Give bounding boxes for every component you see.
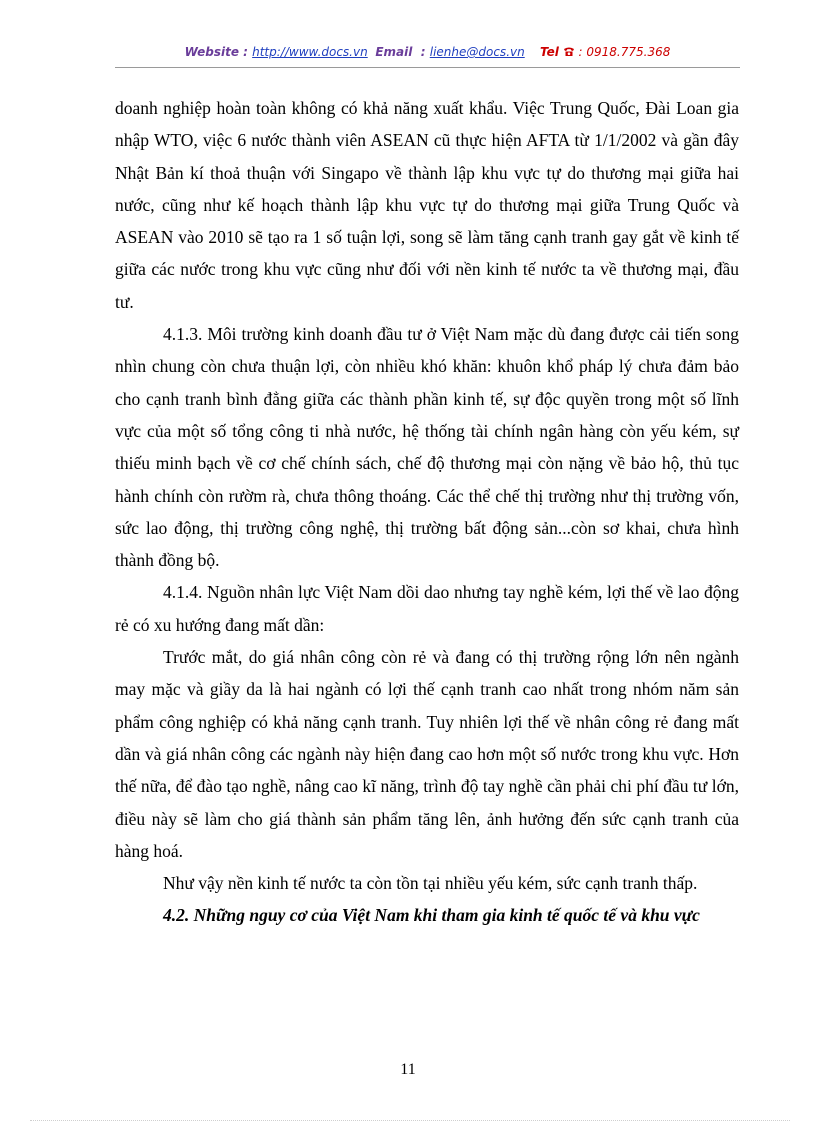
footer-divider bbox=[30, 1120, 790, 1121]
website-label: Website bbox=[184, 45, 239, 59]
email-label: Email bbox=[375, 45, 413, 59]
website-link[interactable]: http://www.docs.vn bbox=[252, 45, 368, 59]
document-body bbox=[115, 92, 739, 932]
email-link[interactable]: lienhe@docs.vn bbox=[429, 45, 525, 59]
page-number: 11 bbox=[400, 1061, 416, 1078]
section-heading: 4.2. Những nguy cơ của Việt Nam khi tham gia kinh tế quốc tế và khu vực bbox=[163, 905, 700, 926]
tel-label: Tel bbox=[539, 45, 559, 59]
phone-icon bbox=[563, 45, 575, 59]
paragraph: doanh nghiệp hoàn toàn không có khả năng xuất khẩu. Việc Trung Quốc, Đài Loan gia nhập WTO, việc 6 nước thành viên ASEAN cũ thực hiện AFTA từ 1/1/2002 và gần đây Nhật Bản kí thoả thuận với Singapo về thành lập khu vực tự do thương mại giữa hai nước, cũng như kế hoạch thành lập khu vực tự do thương mại giữa Trung Quốc và ASEAN vào 2010 sẽ tạo ra 1 số tuận lợi, song sẽ làm tăng cạnh tranh gay gắt về kinh tế giữa các nước trong khu vực cũng như đối với nền kinh tế nước ta về thương mại, đầu tư. bbox=[115, 98, 739, 312]
phone-number: 0918.775.368 bbox=[586, 45, 671, 59]
paragraph: 4.1.4. Nguồn nhân lực Việt Nam dồi dao nhưng tay nghề kém, lợi thế về lao động rẻ có xu hướng đang mất dần: bbox=[115, 582, 739, 635]
paragraph: Như vậy nền kinh tế nước ta còn tồn tại nhiều yếu kém, sức cạnh tranh thấp. bbox=[163, 873, 698, 894]
page-header: Website : http://www.docs.vn Email : lienhe@docs.vn Tel : 0918.775.368 bbox=[115, 45, 740, 68]
paragraph: 4.1.3. Môi trường kinh doanh đầu tư ở Việt Nam mặc dù đang được cải tiến song nhìn chung còn chưa thuận lợi, còn nhiều khó khăn: khuôn khổ pháp lý chưa đảm bảo cho cạnh tranh bình đẳng giữa các thành phần kinh tế, sự độc quyền trong một số lĩnh vực của một số tổng công ti nhà nước, hệ thống tài chính ngân hàng còn yếu kém, sự thiếu minh bạch về cơ chế chính sách, chế độ thương mại còn nặng về bảo hộ, thủ tục hành chính còn rườm rà, chưa thông thoáng. Các thể chế thị trường như thị trường vốn, sức lao động, thị trường công nghệ, thị trường bất động sản...còn sơ khai, chưa hình thành đồng bộ. bbox=[115, 324, 739, 571]
paragraph: Trước mắt, do giá nhân công còn rẻ và đang có thị trường rộng lớn nên ngành may mặc và giầy da là hai ngành có lợi thế cạnh tranh cao nhất trong nhóm năm sản phẩm công nghiệp có khả năng cạnh tranh. Tuy nhiên lợi thế về nhân công rẻ đang mất dần và giá nhân công các ngành này hiện đang cao hơn một số nước trong khu vực. Hơn thế nữa, để đào tạo nghề, nâng cao kĩ năng, trình độ tay nghề cần phải chi phí đầu tư lớn, điều này sẽ làm cho giá thành sản phẩm tăng lên, ảnh hưởng đến sức cạnh tranh của hàng hoá. bbox=[115, 647, 739, 861]
